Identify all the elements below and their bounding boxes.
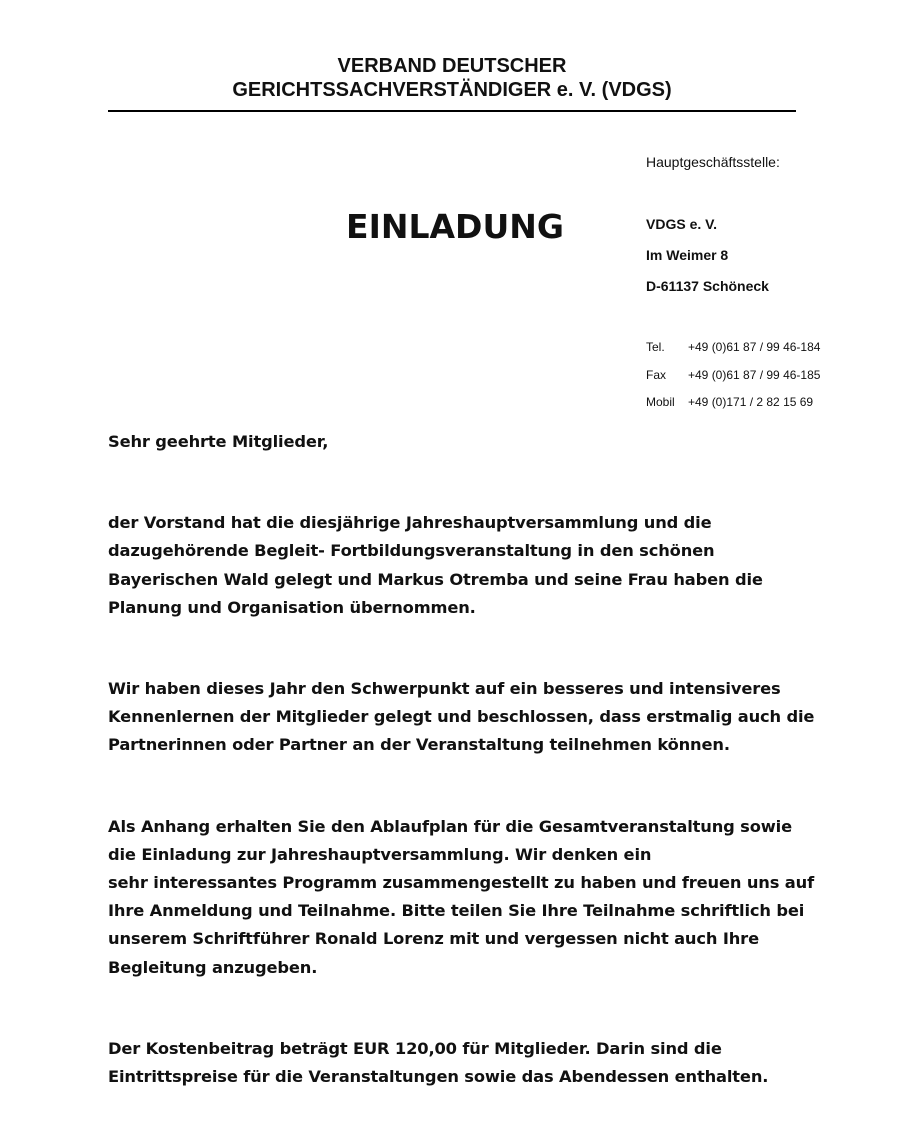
organization-header	[108, 54, 796, 102]
text-line: sehr interessantes Programm zusammengestellt zu haben und freuen uns auf	[108, 873, 815, 893]
paragraph	[108, 509, 808, 622]
paragraph	[108, 1035, 808, 1091]
salutation: Sehr geehrte Mitglieder,	[108, 432, 329, 451]
text-line: der Vorstand hat die diesjährige Jahreshauptversammlung und die	[108, 513, 712, 533]
contact-mobile	[646, 393, 820, 421]
contact-details	[646, 338, 820, 421]
text-line: Begleitung anzugeben.	[108, 957, 318, 977]
office-label: Hauptgeschäftsstelle:	[646, 154, 780, 170]
organization-name-line-2: GERICHTSSACHVERSTÄNDIGER e. V. (VDGS)	[232, 79, 672, 101]
organization-name-line-1: VERBAND DEUTSCHER	[337, 55, 567, 77]
text-line: Als Anhang erhalten Sie den Ablaufplan für die Gesamtveranstaltung sowie	[108, 816, 792, 836]
office-address	[646, 214, 769, 307]
text-line: dazugehörende Begleit- Fortbildungsveranstaltung in den schönen	[108, 541, 715, 561]
text-line: Planung und Organisation übernommen.	[108, 597, 476, 617]
contact-value: +49 (0)61 87 / 99 46-185	[688, 367, 821, 382]
address-line: Im Weimer 8	[646, 247, 729, 263]
letter-body	[108, 428, 815, 1144]
text-line: Eintrittspreise für die Veranstaltungen sowie das Abendessen enthalten.	[108, 1067, 769, 1087]
text-line: Wir haben dieses Jahr den Schwerpunkt auf ein besseres und intensiveres	[108, 679, 781, 699]
text-line: Der Kostenbeitrag beträgt EUR 120,00 für Mitglieder. Darin sind die	[108, 1038, 722, 1058]
header-divider	[108, 110, 796, 112]
paragraph	[108, 675, 815, 760]
document-title: EINLADUNG	[346, 207, 564, 246]
paragraph	[108, 813, 815, 982]
address-line: D-61137 Schöneck	[646, 278, 769, 294]
contact-value: +49 (0)171 / 2 82 15 69	[688, 395, 814, 409]
contact-phone	[646, 338, 820, 366]
text-line: Ihre Anmeldung und Teilnahme. Bitte teilen Sie Ihre Teilnahme schriftlich bei	[108, 901, 805, 921]
contact-label: Fax	[646, 367, 667, 382]
text-line: unserem Schriftführer Ronald Lorenz mit und vergessen nicht auch Ihre	[108, 929, 759, 949]
address-line: VDGS e. V.	[646, 216, 718, 232]
contact-label: Tel.	[646, 340, 665, 354]
contact-label: Mobil	[646, 395, 675, 409]
text-line: Kennenlernen der Mitglieder gelegt und beschlossen, dass erstmalig auch die	[108, 707, 815, 727]
contact-value: +49 (0)61 87 / 99 46-184	[688, 340, 821, 354]
contact-fax	[646, 366, 820, 394]
text-line: Bayerischen Wald gelegt und Markus Otremba und seine Frau haben die	[108, 569, 763, 589]
text-line: die Einladung zur Jahreshauptversammlung. Wir denken ein	[108, 844, 652, 864]
text-line: Partnerinnen oder Partner an der Veranstaltung teilnehmen können.	[108, 735, 730, 755]
